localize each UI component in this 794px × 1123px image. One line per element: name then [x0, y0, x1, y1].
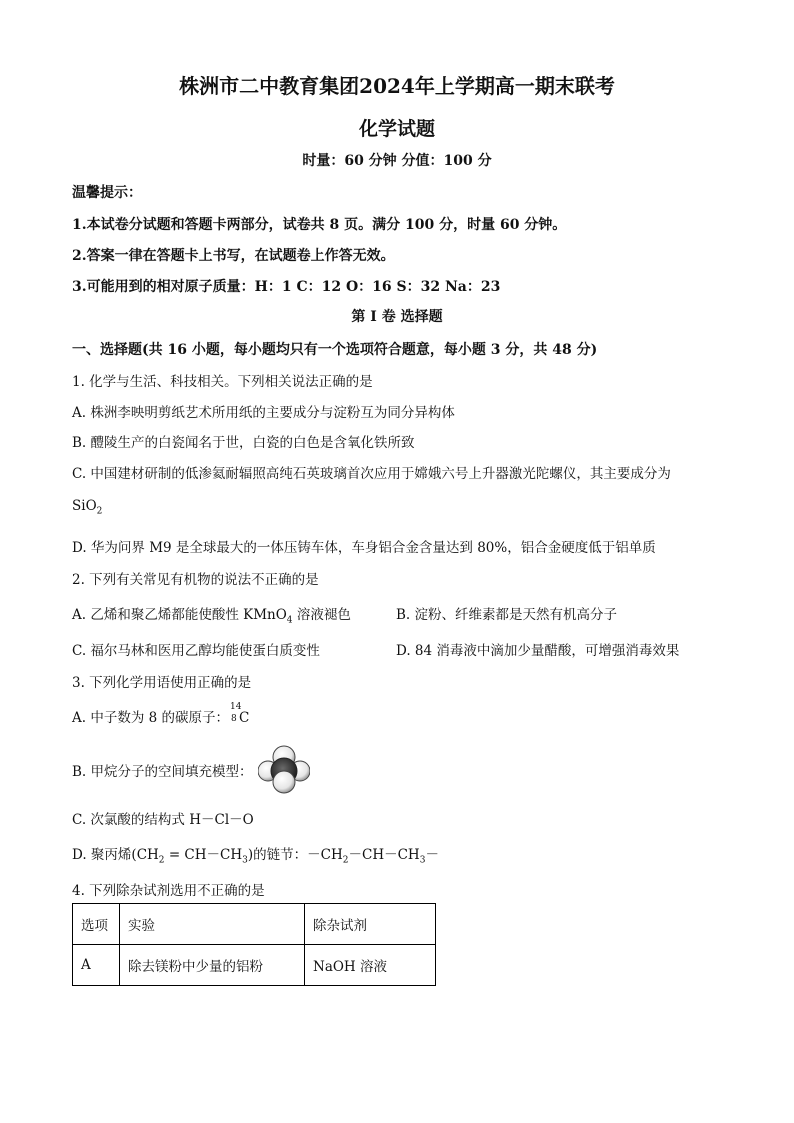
question-3-option-b: B. 甲烷分子的空间填充模型：: [72, 764, 253, 780]
carbon-isotope: [229, 702, 242, 724]
question-4-table: [72, 903, 436, 986]
subject-title: 化学试题: [358, 118, 435, 140]
table-cell: NaOH 溶液: [305, 945, 436, 986]
question-1-option-b: B. 醴陵生产的白瓷闻名于世，白瓷的白色是含氧化铁所致: [72, 435, 415, 451]
question-2-option-d: D. 84 消毒液中滴加少量醋酸，可增强消毒效果: [396, 643, 680, 659]
sio2-main: SiO: [72, 498, 97, 514]
question-2-option-b: B. 淀粉、纤维素都是天然有机高分子: [396, 607, 618, 623]
methane-space-filling-model-icon: [258, 744, 310, 794]
q3-d-mid2: )的链节：－CH: [247, 847, 343, 863]
table-header-row: [73, 904, 436, 945]
q3-d-s3: 2: [342, 855, 349, 866]
time-score: 时量：60 分钟 分值：100 分: [302, 153, 492, 169]
q3-d-mid: = CH－CH: [164, 847, 243, 863]
q3-d-s4: 3: [419, 855, 426, 866]
question-1-option-a: A. 株洲李映明剪纸艺术所用纸的主要成分与淀粉互为同分异构体: [72, 405, 455, 421]
carbon-symbol: C: [239, 710, 250, 726]
question-2-option-c: C. 福尔马林和医用乙醇均能使蛋白质变性: [72, 643, 320, 659]
q3-d-s2: 3: [242, 855, 248, 866]
question-3-option-a: [72, 702, 250, 726]
notice-item-2: 2.答案一律在答题卡上书写，在试题卷上作答无效。: [72, 248, 395, 264]
question-3-option-d: [72, 843, 439, 866]
notice-item-3: 3.可能用到的相对原子质量：H：1 C：12 O：16 S：32 Na：23: [72, 279, 501, 295]
notice-item-1: 1.本试卷分试题和答题卡两部分，试卷共 8 页。满分 100 分，时量 60 分钟。: [72, 217, 567, 233]
table-header-cell: 除杂试剂: [305, 904, 436, 945]
sio2-sub: 2: [96, 506, 103, 517]
question-3-stem: 3. 下列化学用语使用正确的是: [72, 675, 252, 691]
question-1-stem: 1. 化学与生活、科技相关。下列相关说法正确的是: [72, 374, 373, 390]
atomic-number: 8: [231, 714, 237, 724]
part-one-heading: 一、选择题(共 16 小题，每小题均只有一个选项符合题意，每小题 3 分，共 48 分): [72, 342, 598, 358]
question-3-option-c: C. 次氯酸的结构式 H－Cl－O: [72, 812, 254, 828]
q3-d-end: －: [425, 847, 439, 863]
q3-d-mid3: －CH－CH: [348, 847, 420, 863]
table-cell: A: [73, 945, 120, 986]
section-title: 第 I 卷 选择题: [351, 309, 443, 325]
question-1-option-c-formula: [72, 498, 102, 517]
question-2-option-a: [72, 603, 351, 626]
notice-heading: 温馨提示：: [72, 185, 142, 201]
table-header-cell: 实验: [120, 904, 305, 945]
table-cell: 除去镁粉中少量的铝粉: [120, 945, 305, 986]
question-2-stem: 2. 下列有关常见有机物的说法不正确的是: [72, 572, 319, 588]
question-4-stem: 4. 下列除杂试剂选用不正确的是: [72, 883, 265, 899]
question-1-option-c: C. 中国建材研制的低渗氦耐辐照高纯石英玻璃首次应用于嫦娥六号上升器激光陀螺仪，其主要成分为: [72, 466, 671, 482]
q3-d-s1: 2: [158, 855, 165, 866]
q3-d-pre: D. 聚丙烯(CH: [72, 847, 159, 863]
exam-title: 株洲市二中教育集团2024年上学期高一期末联考: [179, 74, 615, 98]
q2-a-post: 溶液褪色: [292, 607, 351, 623]
q3-a-pre: A. 中子数为 8 的碳原子：: [72, 710, 230, 726]
table-row: [73, 945, 436, 986]
q2-a-sub: 4: [286, 615, 293, 626]
table-header-cell: 选项: [73, 904, 120, 945]
question-1-option-d: D. 华为问界 M9 是全球最大的一体压铸车体，车身铝合金含量达到 80%，铝合金硬度低于铝单质: [72, 540, 656, 556]
mass-number: 14: [230, 702, 242, 712]
q2-a-pre: A. 乙烯和聚乙烯都能使酸性 KMnO: [72, 607, 287, 623]
